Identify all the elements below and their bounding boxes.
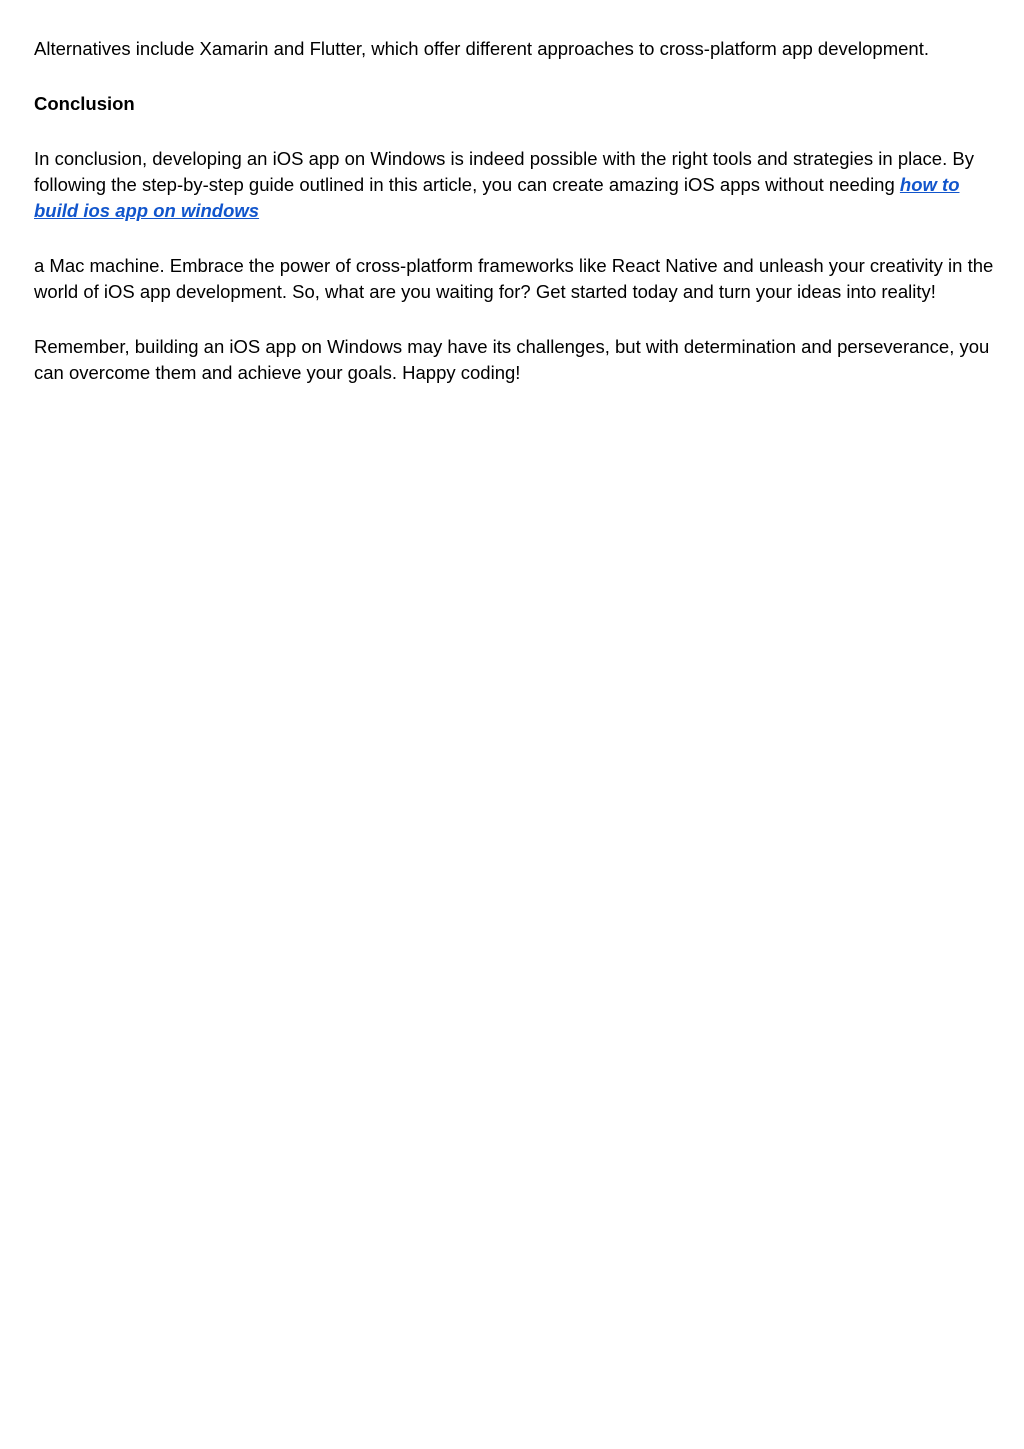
document-page [34,36,994,415]
conclusion-paragraph [34,146,994,224]
intro-paragraph: Alternatives include Xamarin and Flutter, which offer different approaches to cross-platform app development. [34,38,929,59]
how-to-build-ios-app-link[interactable]: how to build ios app on windows [34,174,960,221]
closing-paragraph: Remember, building an iOS app on Windows may have its challenges, but with determination and perseverance, you can overcome them and achieve your goals. Happy coding! [34,336,990,383]
conclusion-paragraph-text: In conclusion, developing an iOS app on Windows is indeed possible with the right tools and strategies in place. By following the step-by-step guide outlined in this article, you can create amazing iOS apps without needing [34,148,974,195]
mac-machine-paragraph: a Mac machine. Embrace the power of cross-platform frameworks like React Native and unleash your creativity in the world of iOS app development. So, what are you waiting for? Get started today and turn your ideas into reality! [34,255,994,302]
conclusion-heading: Conclusion [34,93,135,114]
